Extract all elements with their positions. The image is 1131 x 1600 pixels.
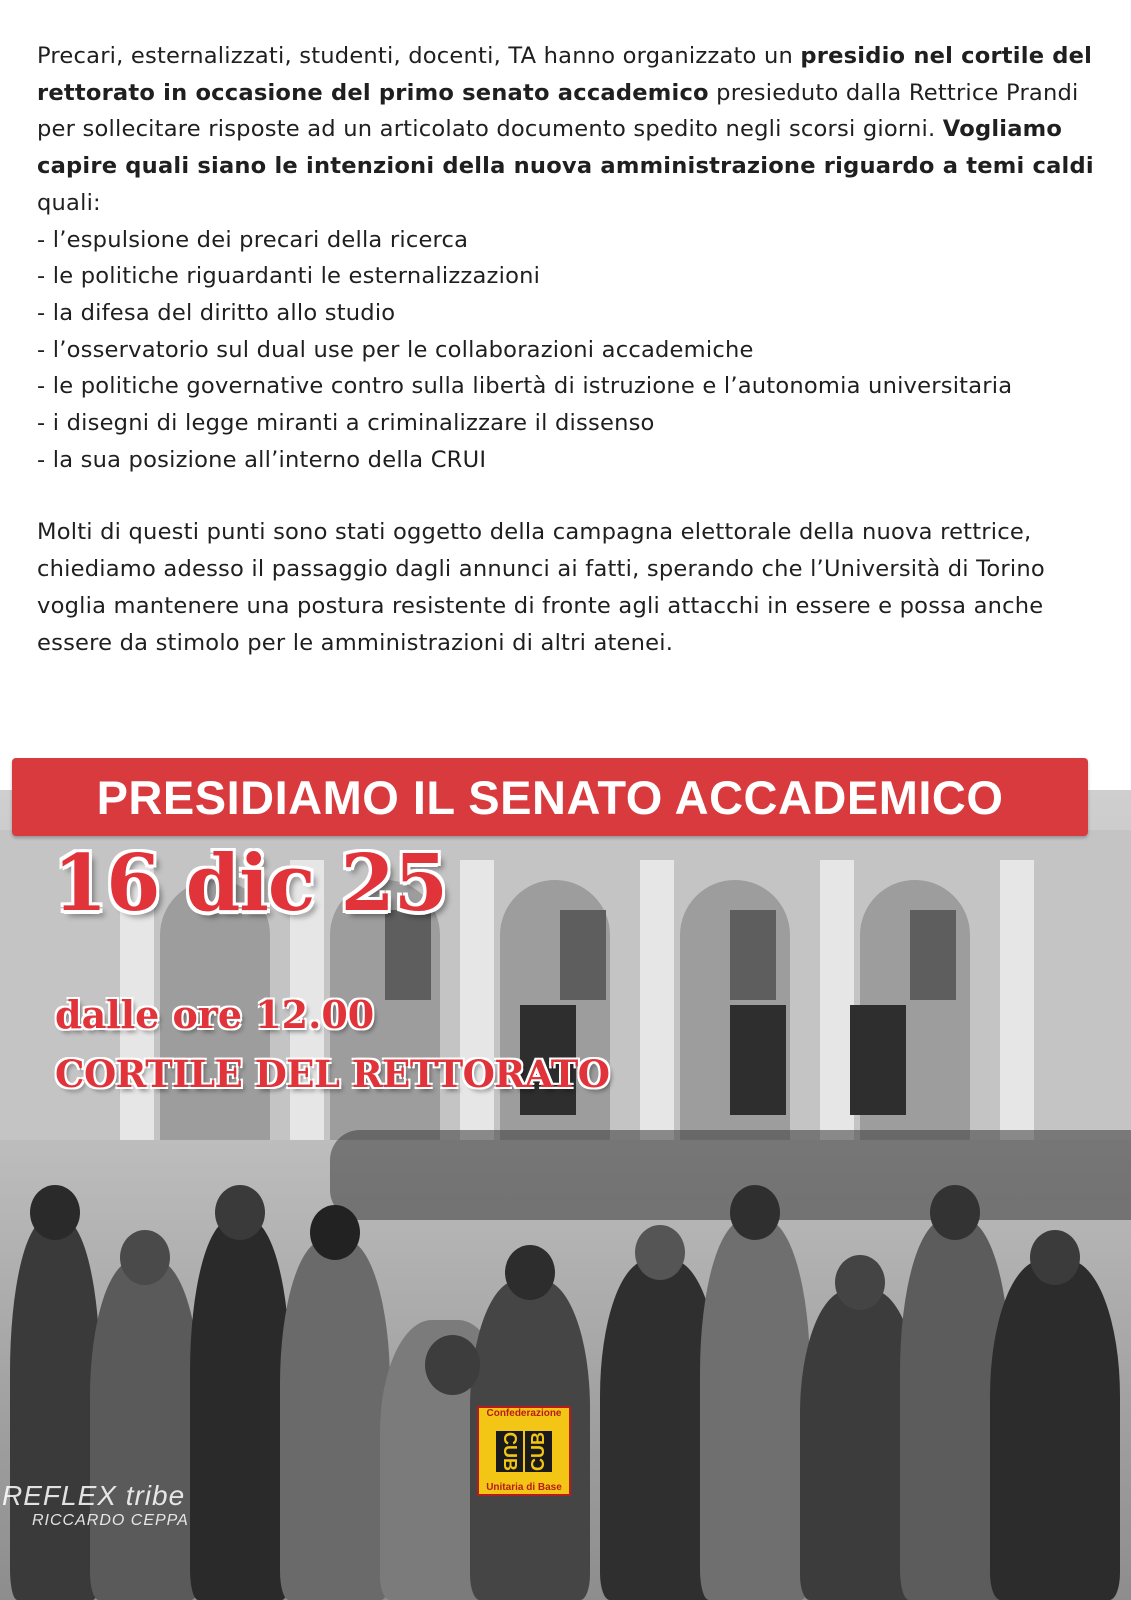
intro-paragraph (37, 38, 1112, 222)
intro-bold-presidio: presidio nel cortile del rettorato in occasione del primo senato accademico (37, 43, 1093, 106)
intro-text: Precari, esternalizzati, studenti, docenti, TA hanno organizzato un (37, 43, 801, 69)
cub-logo (477, 1406, 571, 1496)
topic-item: - la sua posizione all’interno della CRUI (37, 446, 487, 473)
closing-paragraph: Molti di questi punti sono stati oggetto della campagna elettorale della nuova rettrice, chiediamo adesso il passaggio dagli annunci ai fatti, sperando che l’Università di Torino voglia mantenere una postura resistente di fronte agli attacchi in essere e possa anche essere da stimolo per le amministrazioni di altri atenei. (37, 519, 1045, 656)
topic-item: - le politiche riguardanti le esternalizzazioni (37, 263, 541, 290)
intro-text-3: quali: (37, 189, 101, 216)
logo-mark-text-flipped: CUB (525, 1431, 552, 1472)
logo-bottom-text: Unitaria di Base (486, 1482, 562, 1493)
topic-item: - l’espulsione dei precari della ricerca (37, 226, 469, 253)
logo-mark-text: CUB (496, 1431, 523, 1472)
title-banner (12, 758, 1088, 836)
event-date: 16 dic 25 (53, 838, 448, 929)
logo-mark (496, 1431, 552, 1472)
topic-item: - l’osservatorio sul dual use per le collaborazioni accademiche (37, 336, 754, 363)
topic-item: - i disegni di legge miranti a criminalizzare il dissenso (37, 410, 655, 437)
topic-item: - le politiche governative contro sulla libertà di istruzione e l’autonomia universitaria (37, 373, 1013, 400)
article-text (37, 38, 1112, 661)
banner-title: PRESIDIAMO IL SENATO ACCADEMICO (96, 770, 1004, 824)
logo-top-text: Confederazione (486, 1408, 562, 1419)
credit-line-2: RICCARDO CEPPA (32, 1512, 189, 1529)
intro-bold-intentions: Vogliamo capire quali siano le intenzioni della nuova amministrazione riguardo a temi caldi (37, 116, 1094, 180)
topic-item: - la difesa del diritto allo studio (37, 299, 396, 326)
topics-list (37, 222, 1112, 479)
credit-line-1: REFLEX tribe (2, 1480, 186, 1511)
photo-credit-watermark (2, 1480, 189, 1530)
event-time: dalle ore 12.00 (55, 992, 375, 1037)
event-place: CORTILE DEL RETTORATO (55, 1052, 610, 1096)
intro-text-2: presieduto dalla Rettrice Prandi per sollecitare risposte ad un articolato documento spedito negli scorsi giorni. (37, 79, 1079, 143)
